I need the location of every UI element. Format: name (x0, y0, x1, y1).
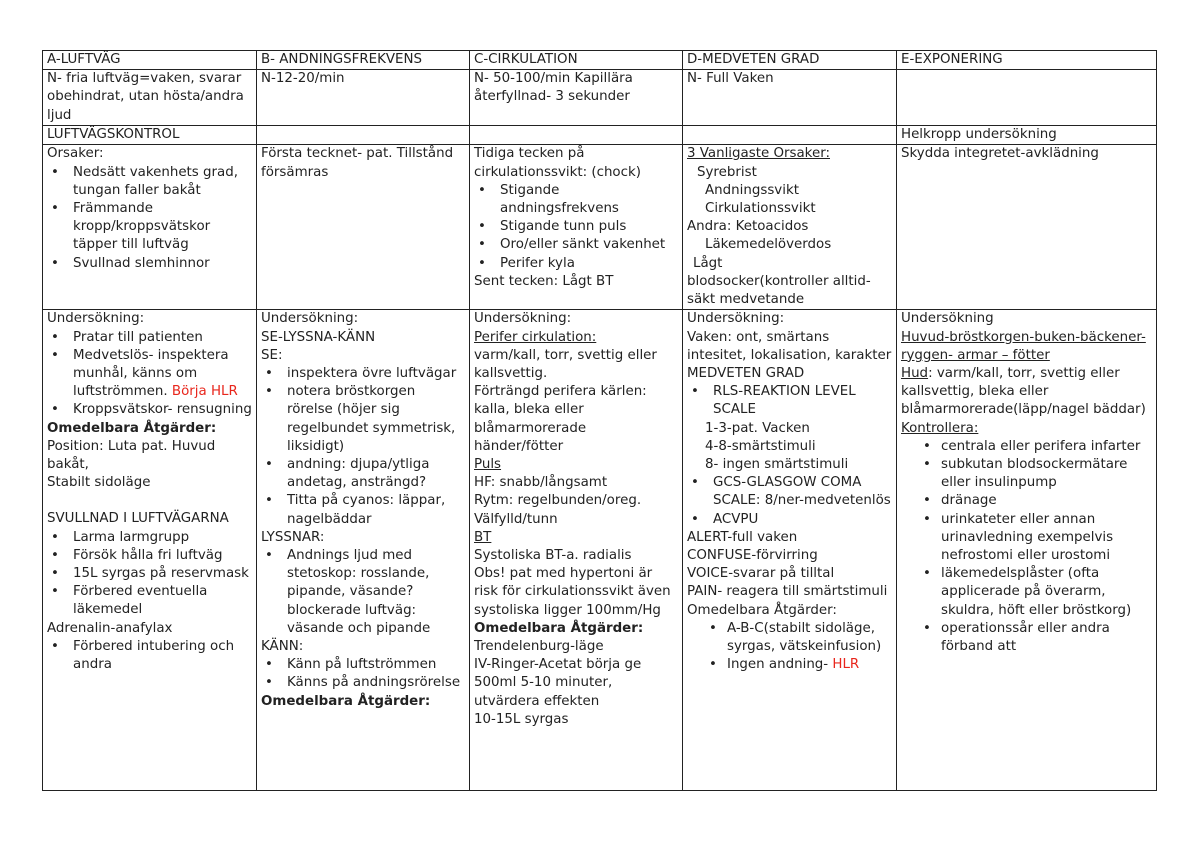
exam-e-intro: Undersökning (901, 311, 994, 327)
list-item: • Förbered eventuella läkemedel (73, 583, 252, 619)
list-item: • Känns på andningsrörelse (287, 674, 465, 692)
list-item: • andning: djupa/ytliga andetag, ansträngd? (287, 456, 465, 492)
causes-d-line: blodsocker(kontroller alltid-säkt medvetande (687, 273, 871, 308)
exam-b-list1 (261, 365, 465, 529)
exam-d-text: ALERT-full vaken (687, 529, 798, 545)
exam-b-intro: Undersökning: (261, 311, 359, 327)
hud-label: Hud (901, 366, 929, 382)
exam-d-text: VOICE-svarar på tilltal (687, 566, 835, 582)
exam-d-list2 (687, 474, 892, 529)
exam-c-text: Rytm: regelbunden/oreg. (474, 493, 642, 509)
exam-d-scale: 8- ingen smärtstimuli (705, 457, 849, 473)
exam-b-heading: Omedelbara Åtgärder: (261, 693, 431, 709)
list-item: • Stigande andningsfrekvens (500, 182, 678, 218)
exam-c-text: varm/kall, torr, svettig eller kallsvettig. (474, 347, 657, 382)
list-item: • Kroppsvätskor- rensugning (73, 401, 252, 419)
causes-c-intro: Tidiga tecken på cirkulationssvikt: (chock) (474, 146, 641, 180)
exam-c-text: Förträngd perifera kärlen: kalla, bleka eller blåmarmorerade händer/fötter (474, 384, 647, 454)
exam-e-subheading: Huvud-bröstkorgen-buken-bäckener-ryggen- armar – fötter (901, 329, 1146, 363)
causes-a-list (47, 164, 252, 273)
causes-e-text: Skydda integretet-avklädning (901, 146, 1099, 162)
causes-d-line: Cirkulationssvikt (705, 201, 816, 217)
list-item: • Perifer kyla (500, 255, 678, 273)
list-item: • Förbered intubering och andra (73, 638, 252, 674)
section-b (257, 126, 470, 145)
exam-d-list1 (687, 383, 892, 419)
list-item: • Stigande tunn puls (500, 218, 678, 236)
list-item-text: Medvetslös- inspektera munhål, känns om luftströmmen. (73, 347, 229, 400)
header-c: C-CIRKULATION (470, 51, 683, 70)
exam-c-text: Systoliska BT-a. radialis (474, 548, 632, 564)
exam-c-text: Trendelenburg-läge (474, 639, 604, 655)
list-item: • subkutan blodsockermätare eller insulinpump (941, 456, 1152, 492)
exam-c (470, 310, 683, 791)
header-d: D-MEDVETEN GRAD (683, 51, 897, 70)
list-item: • Svullnad slemhinnor (73, 255, 252, 273)
normal-values-row (43, 70, 1157, 126)
normal-d: N- Full Vaken (683, 70, 897, 126)
causes-d-line: Lågt (693, 255, 723, 271)
causes-c (470, 145, 683, 310)
exam-d-text: CONFUSE-förvirring (687, 548, 818, 564)
exam-a-list (47, 329, 252, 420)
list-item: • Nedsätt vakenhets grad, tungan faller bakåt (73, 164, 252, 200)
list-item (727, 656, 892, 674)
list-item: • Känn på luftströmmen (287, 656, 465, 674)
list-item: • Pratar till patienten (73, 329, 252, 347)
list-item: • inspektera övre luftvägar (287, 365, 465, 383)
causes-row (43, 145, 1157, 310)
exam-c-subheading: BT (474, 529, 492, 545)
hud-text: : varm/kall, torr, svettig eller kallsvettig, bleka eller blåmarmorerade(läpp/nagel bäddar) (901, 366, 1146, 418)
normal-b: N-12-20/min (257, 70, 470, 126)
list-item: • dränage (941, 492, 1152, 510)
exam-a-intro: Undersökning: (47, 311, 145, 327)
normal-e (897, 70, 1157, 126)
exam-b (257, 310, 470, 791)
exam-b-list2 (261, 547, 465, 638)
list-item: • A-B-C(stabilt sidoläge, syrgas, vätskeinfusion) (727, 620, 892, 656)
exam-e-list (901, 438, 1152, 656)
header-a: A-LUFTVÄG (43, 51, 257, 70)
section-c (470, 126, 683, 145)
section-row (43, 126, 1157, 145)
causes-a (43, 145, 257, 310)
exam-d-text: Omedelbara Åtgärder: (687, 602, 837, 618)
abcde-table (42, 50, 1157, 791)
exam-a (43, 310, 257, 791)
causes-c-list (474, 182, 678, 273)
causes-b (257, 145, 470, 310)
exam-d-text: PAIN- reagera till smärtstimuli (687, 584, 888, 600)
examination-row (43, 310, 1157, 791)
list-item: • Andnings ljud med stetoskop: rosslande, pipande, väsande? blockerade luftväg: väsande och pipande (287, 547, 465, 638)
list-item: • Främmande kropp/kroppsvätskor täpper till luftväg (73, 200, 252, 255)
exam-a-text: Adrenalin-anafylax (47, 620, 173, 636)
list-item: • ACVPU (713, 511, 892, 529)
list-item: • 15L syrgas på reservmask (73, 565, 252, 583)
exam-c-text: Välfylld/tunn (474, 511, 558, 527)
list-item: • Försök hålla fri luftväg (73, 547, 252, 565)
list-item: • notera bröstkorgen rörelse (höjer sig regelbundet symmetrisk, liksidigt) (287, 383, 465, 456)
exam-d-scale: 4-8-smärtstimuli (705, 438, 816, 454)
exam-c-text: 10-15L syrgas (474, 711, 569, 727)
list-item: • urinkateter eller annan urinavledning exempelvis nefrostomi eller urostomi (941, 511, 1152, 566)
causes-c-outro: Sent tecken: Lågt BT (474, 273, 614, 289)
normal-a: N- fria luftväg=vaken, svarar obehindrat, utan hösta/andra ljud (43, 70, 257, 126)
exam-c-text: IV-Ringer-Acetat börja ge 500ml 5-10 minuter, utvärdera effekten (474, 657, 642, 709)
exam-c-subheading: Puls (474, 457, 502, 473)
section-d (683, 126, 897, 145)
exam-e-subheading: Kontrollera: (901, 420, 979, 436)
exam-a-text: Stabilt sidoläge (47, 475, 151, 491)
causes-d-title: 3 Vanligaste Orsaker: (687, 146, 830, 162)
list-item: • RLS-REAKTION LEVEL SCALE (713, 383, 892, 419)
causes-d-line: Andningssvikt (705, 182, 799, 198)
exam-d-actions (687, 620, 892, 675)
list-item (73, 347, 252, 402)
exam-a-text: SVULLNAD I LUFTVÄGARNA (47, 511, 229, 527)
spacer (47, 492, 252, 510)
exam-a-list2 (47, 529, 252, 620)
causes-d-line: Syrebrist (697, 164, 757, 180)
exam-c-subheading: Perifer cirkulation: (474, 329, 597, 345)
causes-d (683, 145, 897, 310)
exam-d-intro: Undersökning: (687, 311, 785, 327)
list-item: • Titta på cyanos: läppar, nagelbäddar (287, 492, 465, 528)
normal-c: N- 50-100/min Kapillära återfyllnad- 3 sekunder (470, 70, 683, 126)
exam-c-text: Obs! pat med hypertoni är risk för cirkulationssvikt även systoliska ligger 100mm/Hg (474, 566, 671, 618)
section-e: Helkropp undersökning (897, 126, 1157, 145)
list-item: • Larma larmgrupp (73, 529, 252, 547)
exam-b-text: LYSSNAR: (261, 529, 325, 545)
exam-d (683, 310, 897, 791)
exam-c-text: HF: snabb/långsamt (474, 475, 608, 491)
causes-a-intro: Orsaker: (47, 146, 104, 162)
exam-d-text: MEDVETEN GRAD (687, 366, 805, 382)
section-a: LUFTVÄGSKONTROL (43, 126, 257, 145)
exam-e (897, 310, 1157, 791)
exam-a-heading: Omedelbara Åtgärder: (47, 420, 217, 436)
list-item: • läkemedelsplåster (ofta applicerade på överarm, skuldra, höft eller bröstkorg) (941, 565, 1152, 620)
exam-a-text: Position: Luta pat. Huvud bakåt, (47, 438, 216, 473)
causes-e (897, 145, 1157, 310)
list-item-text: Ingen andning- (727, 657, 829, 673)
list-item: • Oro/eller sänkt vakenhet (500, 236, 678, 254)
exam-e-hud (901, 365, 1152, 420)
exam-b-list3 (261, 656, 465, 692)
exam-c-intro: Undersökning: (474, 311, 572, 327)
header-e: E-EXPONERING (897, 51, 1157, 70)
header-row (43, 51, 1157, 70)
exam-b-text: KÄNN: (261, 639, 304, 655)
header-b: B- ANDNINGSFREKVENS (257, 51, 470, 70)
hlr-warning: Börja HLR (171, 384, 238, 400)
list-item: • centrala eller perifera infarter (941, 438, 1152, 456)
exam-c-heading: Omedelbara Åtgärder: (474, 620, 644, 636)
causes-b-text: Första tecknet- pat. Tillstånd försämras (261, 146, 454, 180)
exam-b-text: SE: (261, 347, 283, 363)
exam-d-scale: 1-3-pat. Vacken (705, 420, 810, 436)
causes-d-line: Andra: Ketoacidos (687, 219, 809, 235)
exam-b-text: SE-LYSSNA-KÄNN (261, 329, 376, 345)
hlr-warning: HLR (832, 657, 860, 673)
list-item: • GCS-GLASGOW COMA SCALE: 8/ner-medvetenlös (713, 474, 892, 510)
exam-d-text: Vaken: ont, smärtans intesitet, lokalisation, karakter (687, 329, 892, 363)
causes-d-line: Läkemedelöverdos (705, 237, 832, 253)
list-item: • operationssår eller andra förband att (941, 620, 1152, 656)
exam-a-list3 (47, 638, 252, 674)
